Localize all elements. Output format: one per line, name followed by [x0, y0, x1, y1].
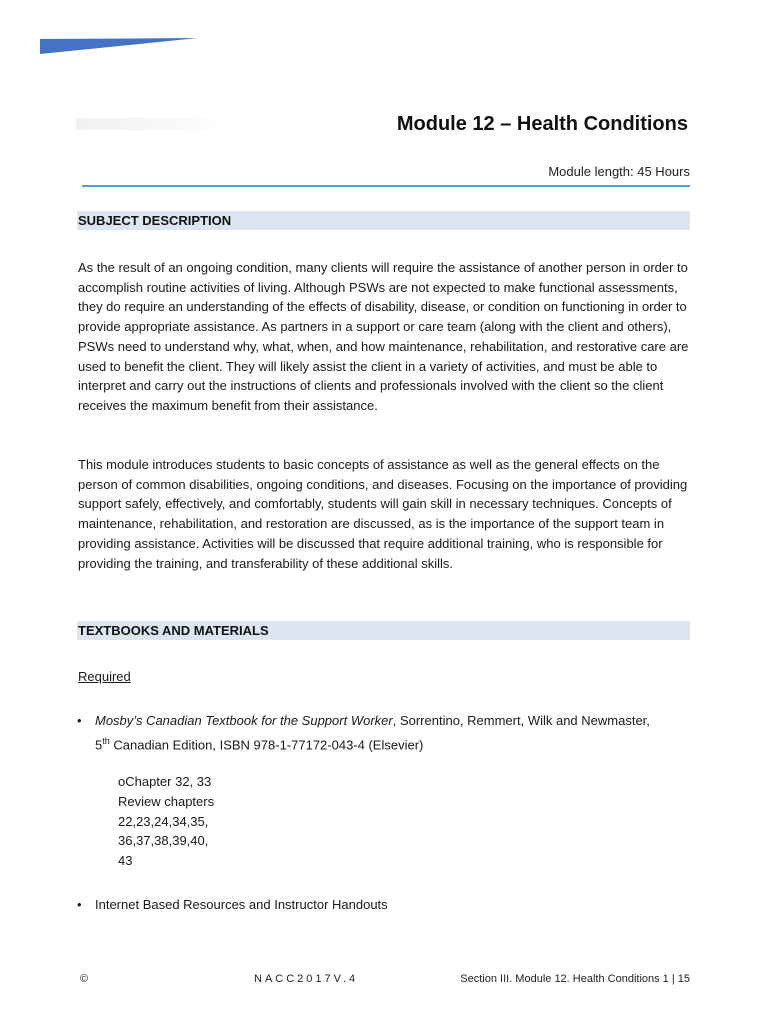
bullet-icon: • [77, 713, 82, 728]
faint-logo-watermark [76, 118, 216, 130]
textbook-edition-number: 5 [95, 737, 103, 753]
required-label: Required [78, 669, 131, 684]
footer-page-info: Section III. Module 12. Health Conditions 1 | 15 [460, 973, 690, 985]
textbook-citation [95, 711, 692, 755]
header-divider [82, 185, 690, 187]
header-accent-bar [40, 38, 198, 54]
list-item-resources [77, 895, 692, 915]
page-title: Module 12 – Health Conditions [396, 113, 688, 135]
textbook-edition-suffix: th [102, 736, 110, 746]
chapter-line: Review chapters [118, 793, 215, 809]
subject-description-paragraph-1: As the result of an ongoing condition, many clients will require the assistance of another person in order to accomplish routine activities of living. Although PSWs are not expected to make functional assessments, they do require an understanding of the effects of disability, disease, or condition on functioning in order to provide appropriate assistance. As partners in a support or care team (along with the client and others), PSWs need to understand why, what, when, and how maintenance, rehabilitation, and restorative care are used to benefit the client. They will likely assist the client in a variety of activities, and must be able to interpret and carry out the instructions of clients and professionals involved with the client so the client receives the maximum benefit from their assistance. [78, 260, 689, 413]
list-item-textbook [77, 711, 692, 751]
chapter-list [118, 772, 248, 871]
subject-description-paragraph-2: This module introduces students to basic concepts of assistance as well as the general effects on the person of common disabilities, ongoing conditions, and diseases. Focusing on the importance of providing support safely, effectively, and comfortably, students will gain skill in necessary techniques. Concepts of maintenance, rehabilitation, and restoration are discussed, as is the importance of the support team in providing assistance. Activities will be discussed that require additional training, who is responsible for providing the training, and transferability of these additional skills. [78, 457, 688, 571]
bullet-icon: • [77, 897, 82, 912]
chapter-line: 43 [118, 853, 133, 869]
chapter-line: oChapter 32, 33 [118, 774, 212, 789]
textbook-authors: , Sorrentino, Remmert, Wilk and Newmaster, [392, 713, 650, 728]
footer-copyright: © [80, 973, 89, 985]
module-length: Module length: 45 Hours [548, 164, 690, 179]
textbook-edition-isbn: Canadian Edition, ISBN 978-1-77172-043-4 (Elsevier) [109, 737, 424, 753]
textbooks-heading: TEXTBOOKS AND MATERIALS [77, 621, 690, 640]
chapter-line: 22,23,24,34,35, [118, 813, 209, 829]
textbook-title: Mosby’s Canadian Textbook for the Support Worker [95, 713, 393, 728]
chapter-line: 36,37,38,39,40, [118, 833, 209, 849]
subject-description-heading: SUBJECT DESCRIPTION [77, 211, 690, 230]
resources-text: Internet Based Resources and Instructor Handouts [95, 897, 388, 912]
footer-version: NACC2017V.4 [254, 973, 359, 985]
